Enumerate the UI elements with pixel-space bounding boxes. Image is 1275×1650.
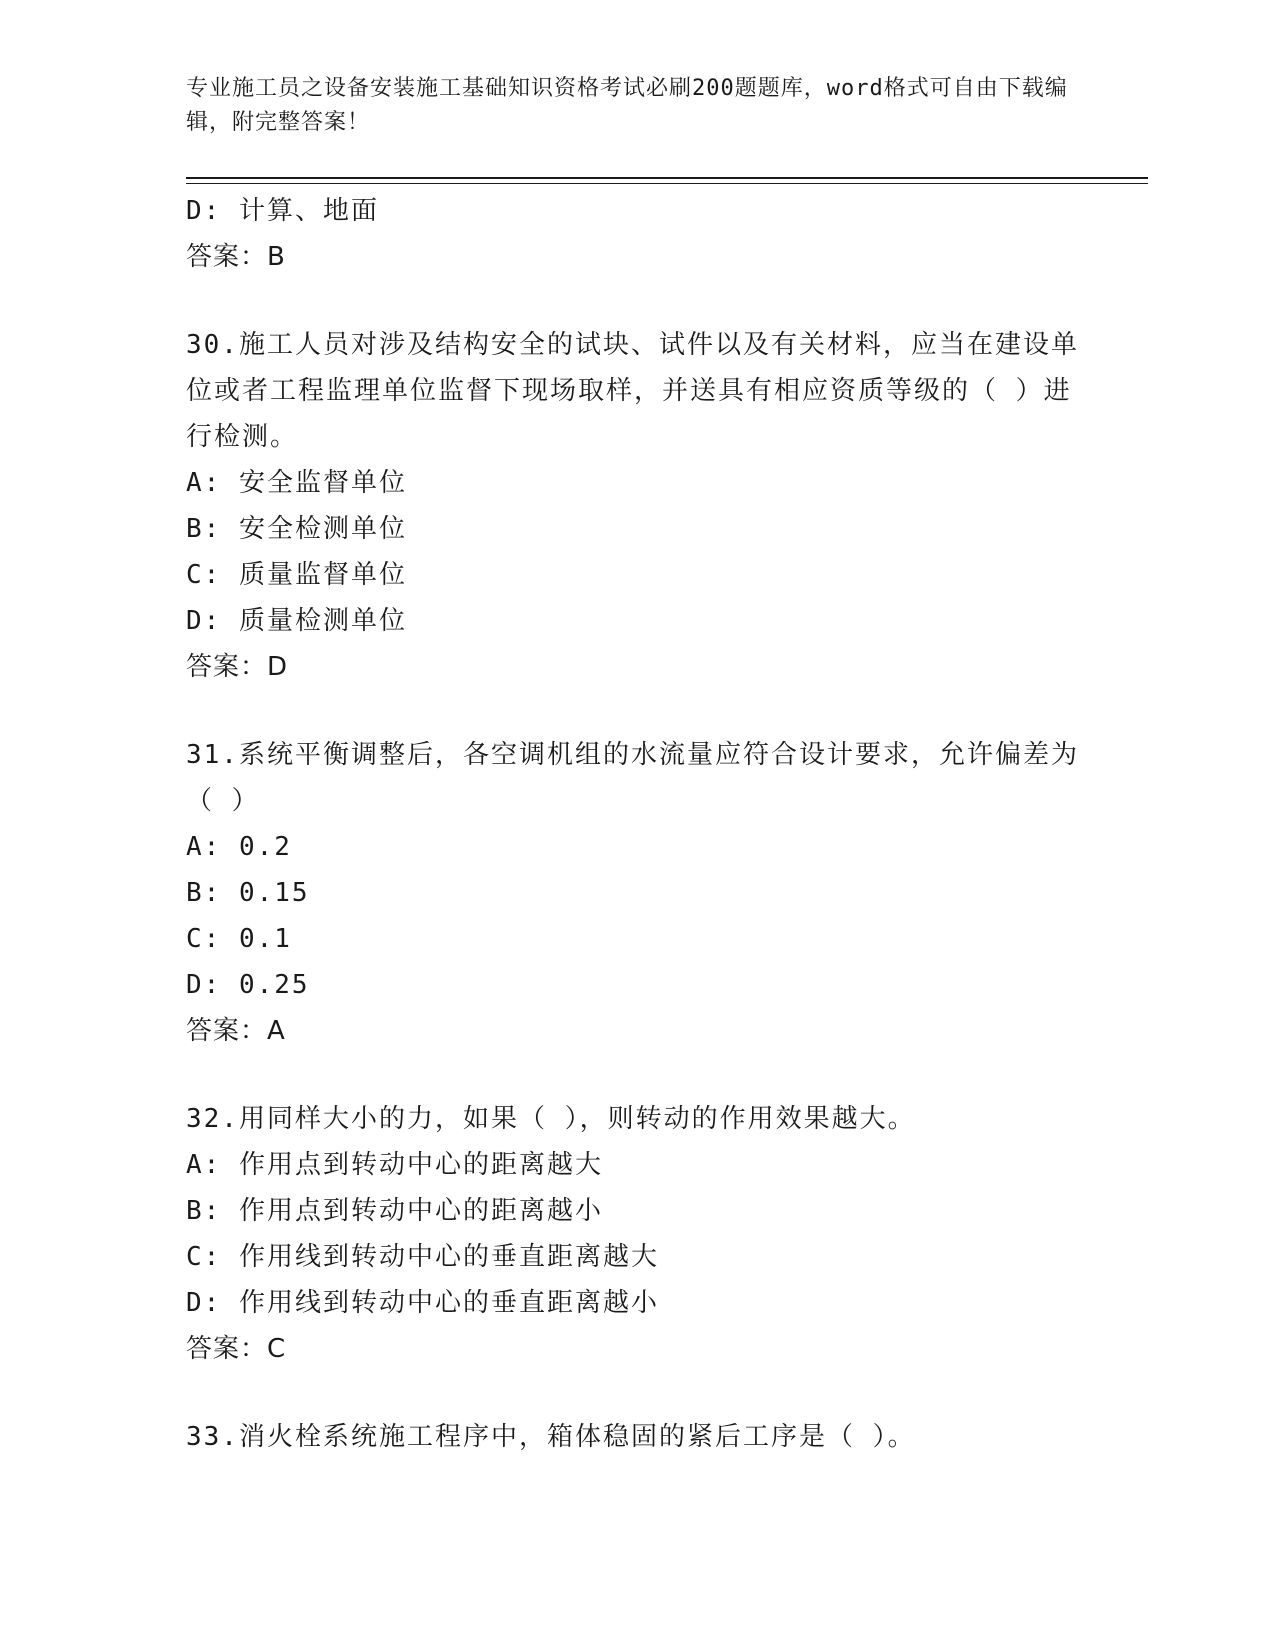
- answer: 答案：A: [186, 1016, 286, 1046]
- question-stem: 31.系统平衡调整后，各空调机组的水流量应符合设计要求，允许偏差为（ ）: [186, 740, 1079, 816]
- option-b: B: 作用点到转动中心的距离越小: [186, 1196, 603, 1226]
- document-body: [186, 188, 1086, 1460]
- option-b: B: 0.15: [186, 878, 310, 908]
- option-c: C: 作用线到转动中心的垂直距离越大: [186, 1242, 659, 1272]
- header-divider-thick: [186, 177, 1148, 179]
- question-stem: 33.消火栓系统施工程序中，箱体稳固的紧后工序是（ ）。: [186, 1422, 916, 1452]
- previous-question-tail: [186, 188, 1086, 280]
- question-30: [186, 322, 1086, 690]
- document-header: [186, 72, 1086, 140]
- option-d: D: 计算、地面: [186, 196, 379, 226]
- option-d: D: 0.25: [186, 970, 310, 1000]
- option-a: A: 安全监督单位: [186, 468, 407, 498]
- option-d: D: 质量检测单位: [186, 606, 407, 636]
- question-33: [186, 1414, 1086, 1460]
- option-b: B: 安全检测单位: [186, 514, 407, 544]
- answer: 答案：B: [186, 242, 286, 272]
- answer: 答案：D: [186, 652, 289, 682]
- question-stem: 30.施工人员对涉及结构安全的试块、试件以及有关材料，应当在建设单位或者工程监理单位监督下现场取样，并送具有相应资质等级的（ ）进行检测。: [186, 330, 1079, 452]
- option-c: C: 质量监督单位: [186, 560, 407, 590]
- question-31: [186, 732, 1086, 1054]
- option-d: D: 作用线到转动中心的垂直距离越小: [186, 1288, 659, 1318]
- header-divider-thin: [186, 183, 1148, 184]
- option-a: A: 0.2: [186, 832, 292, 862]
- question-stem: 32.用同样大小的力，如果（ ），则转动的作用效果越大。: [186, 1104, 916, 1134]
- option-a: A: 作用点到转动中心的距离越大: [186, 1150, 603, 1180]
- header-title: 专业施工员之设备安装施工基础知识资格考试必刷200题题库，word格式可自由下载编辑，附完整答案！: [186, 76, 1068, 135]
- option-c: C: 0.1: [186, 924, 292, 954]
- question-32: [186, 1096, 1086, 1372]
- answer: 答案：C: [186, 1334, 287, 1364]
